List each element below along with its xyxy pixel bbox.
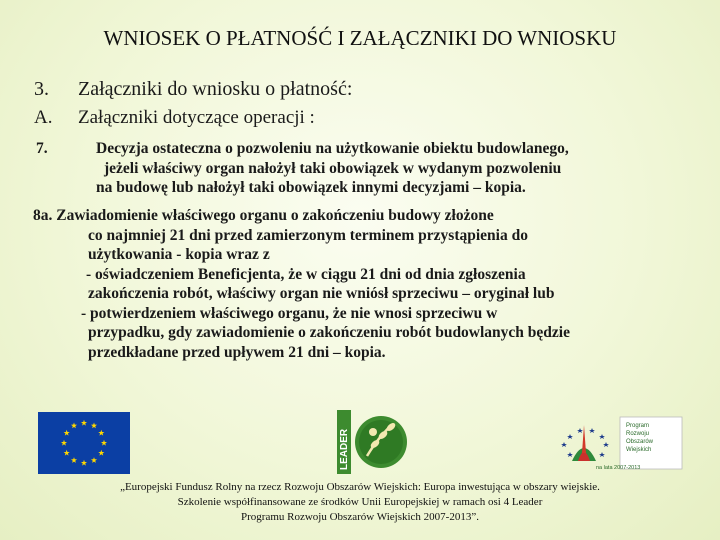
prow-text-line: Rozwoju bbox=[626, 431, 650, 437]
item-8a-line: 8a. Zawiadomienie właściwego organu o zakończeniu budowy złożone bbox=[33, 207, 494, 224]
logo-bar bbox=[0, 410, 720, 475]
item-7-line: jeżeli właściwy organ nałożył taki obowiązek w wydanym pozwoleniu bbox=[104, 159, 562, 177]
eu-star bbox=[91, 422, 97, 428]
item-8a-line: - potwierdzeniem właściwego organu, że nie wnosi sprzeciwu w bbox=[81, 304, 498, 322]
footer-line: „Europejski Fundusz Rolny na rzecz Rozwoju Obszarów Wiejskich: Europa inwestująca w obszary wiejskie. bbox=[120, 481, 600, 493]
prow-text-line: Program bbox=[626, 423, 650, 429]
eu-star bbox=[101, 440, 107, 446]
prow-logo bbox=[556, 413, 686, 473]
eu-star bbox=[91, 457, 97, 463]
prow-text-line: Obszarów bbox=[626, 439, 654, 445]
eu-star bbox=[64, 430, 70, 436]
section-3-number: 3. bbox=[34, 78, 49, 100]
item-8a bbox=[33, 206, 683, 362]
item-8a-line: - oświadczeniem Beneficjenta, że w ciągu 21 dni od dnia zgłoszenia bbox=[86, 265, 526, 283]
item-8a-line: co najmniej 21 dni przed zamierzonym terminem przystąpienia do bbox=[88, 226, 528, 244]
eu-star bbox=[71, 422, 77, 428]
section-a-heading bbox=[34, 107, 315, 129]
footer bbox=[60, 480, 660, 525]
eu-flag-logo bbox=[38, 412, 130, 474]
eu-star bbox=[98, 430, 104, 436]
footer-line: Szkolenie współfinansowane ze środków Unii Europejskiej w ramach osi 4 Leader bbox=[177, 496, 543, 508]
item-8a-line: zakończenia robót, właściwy organ nie wniósł sprzeciwu – oryginał lub bbox=[88, 285, 555, 302]
eu-star bbox=[61, 440, 67, 446]
prow-years: na lata 2007-2013 bbox=[596, 465, 641, 471]
eu-star bbox=[64, 450, 70, 456]
leader-wordmark: LEADER bbox=[339, 428, 350, 470]
prow-text-line: Wiejskich bbox=[626, 447, 652, 453]
item-8a-line: użytkowania - kopia wraz z bbox=[88, 246, 270, 263]
item-7-number: 7. bbox=[36, 140, 48, 157]
section-3-text: Załączniki do wniosku o płatność: bbox=[78, 78, 353, 100]
section-a-text: Załączniki dotyczące operacji : bbox=[78, 107, 315, 128]
eu-star bbox=[71, 457, 77, 463]
item-8a-line: przedkładane przed upływem 21 dni – kopia. bbox=[88, 343, 386, 361]
eu-star bbox=[81, 420, 87, 426]
leader-logo bbox=[333, 410, 413, 474]
footer-line: Programu Rozwoju Obszarów Wiejskich 2007-2013”. bbox=[241, 511, 479, 523]
item-8a-line: przypadku, gdy zawiadomienie o zakończeniu robót budowlanych będzie bbox=[88, 324, 570, 341]
item-7-text bbox=[96, 139, 696, 198]
eu-star bbox=[81, 460, 87, 466]
item-7-line: Decyzja ostateczna o pozwoleniu na użytkowanie obiektu budowlanego, bbox=[96, 140, 569, 157]
item-7-line: na budowę lub nałożył taki obowiązek innymi decyzjami – kopia. bbox=[96, 179, 526, 196]
slide-title: WNIOSEK O PŁATNOŚĆ I ZAŁĄCZNIKI DO WNIOSKU bbox=[103, 26, 617, 50]
eu-star bbox=[98, 450, 104, 456]
section-3-heading bbox=[34, 78, 352, 101]
section-a-number: A. bbox=[34, 107, 53, 128]
